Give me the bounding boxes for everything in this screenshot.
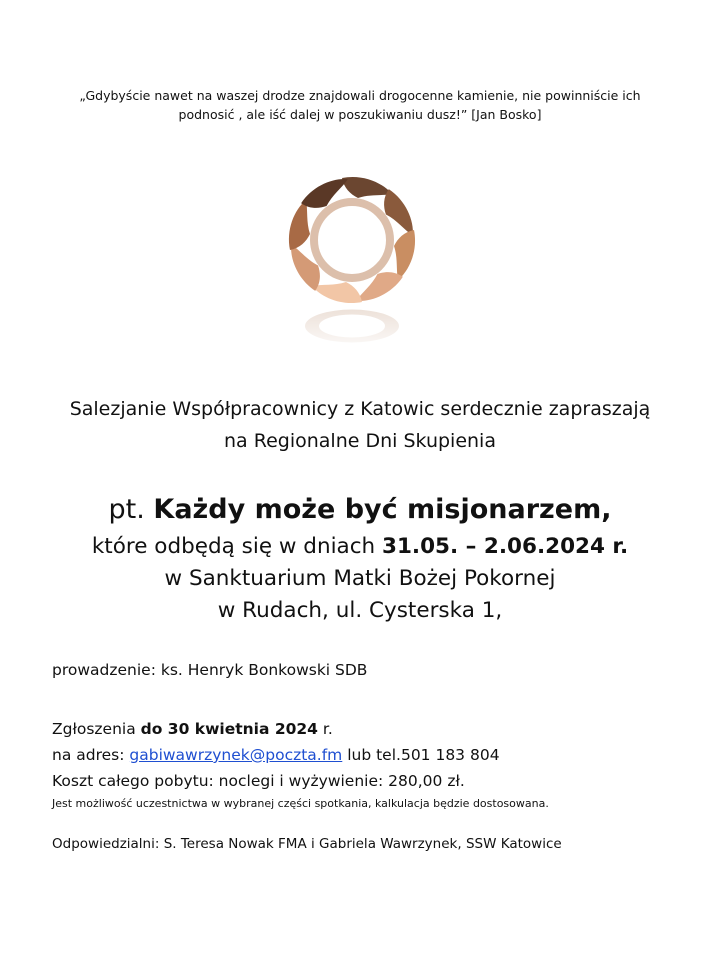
contact-line: [52, 746, 500, 764]
event-address: w Rudach, ul. Cysterska 1,: [217, 598, 503, 623]
address-prefix: na adres:: [52, 746, 130, 764]
cost-line: Koszt całego pobytu: noclegi i wyżywienie: 280,00 zł.: [52, 772, 465, 790]
quote-line-1: „Gdybyście nawet na waszej drodze znajdowali drogocenne kamienie, nie powinniście ich: [79, 88, 641, 103]
phone-text: lub tel.501 183 804: [342, 746, 500, 764]
responsible-line: Odpowiedzialni: S. Teresa Nowak FMA i Gabriela Wawrzynek, SSW Katowice: [52, 836, 562, 852]
dates-value: 31.05. – 2.06.2024 r.: [382, 534, 629, 559]
title-prefix: pt.: [108, 494, 154, 525]
event-place: w Sanktuarium Matki Bożej Pokornej: [164, 566, 556, 591]
invitation-line-1: Salezjanie Współpracownicy z Katowic serdecznie zapraszają: [69, 398, 651, 420]
registration-prefix: Zgłoszenia: [52, 720, 141, 738]
note-line: Jest możliwość uczestnictwa w wybranej części spotkania, kalkulacja będzie dostosowana.: [52, 797, 549, 810]
title-text: Każdy może być misjonarzem,: [153, 494, 612, 525]
registration-deadline: do 30 kwietnia 2024: [140, 720, 318, 738]
dates-prefix: które odbędą się w dniach: [91, 534, 382, 559]
email-link[interactable]: gabiwawrzynek@poczta.fm: [129, 746, 343, 764]
leader-line: prowadzenie: ks. Henryk Bonkowski SDB: [52, 661, 368, 679]
event-title: [0, 494, 720, 525]
event-dates: [0, 534, 720, 559]
quote: [40, 86, 680, 124]
registration-suffix: r.: [317, 720, 333, 738]
quote-line-2: podnosić , ale iść dalej w poszukiwaniu dusz!” [Jan Bosko]: [178, 107, 542, 122]
hands-circle-icon: [282, 176, 422, 356]
registration-line: [52, 720, 333, 738]
invitation-line-2: na Regionalne Dni Skupienia: [224, 430, 496, 452]
